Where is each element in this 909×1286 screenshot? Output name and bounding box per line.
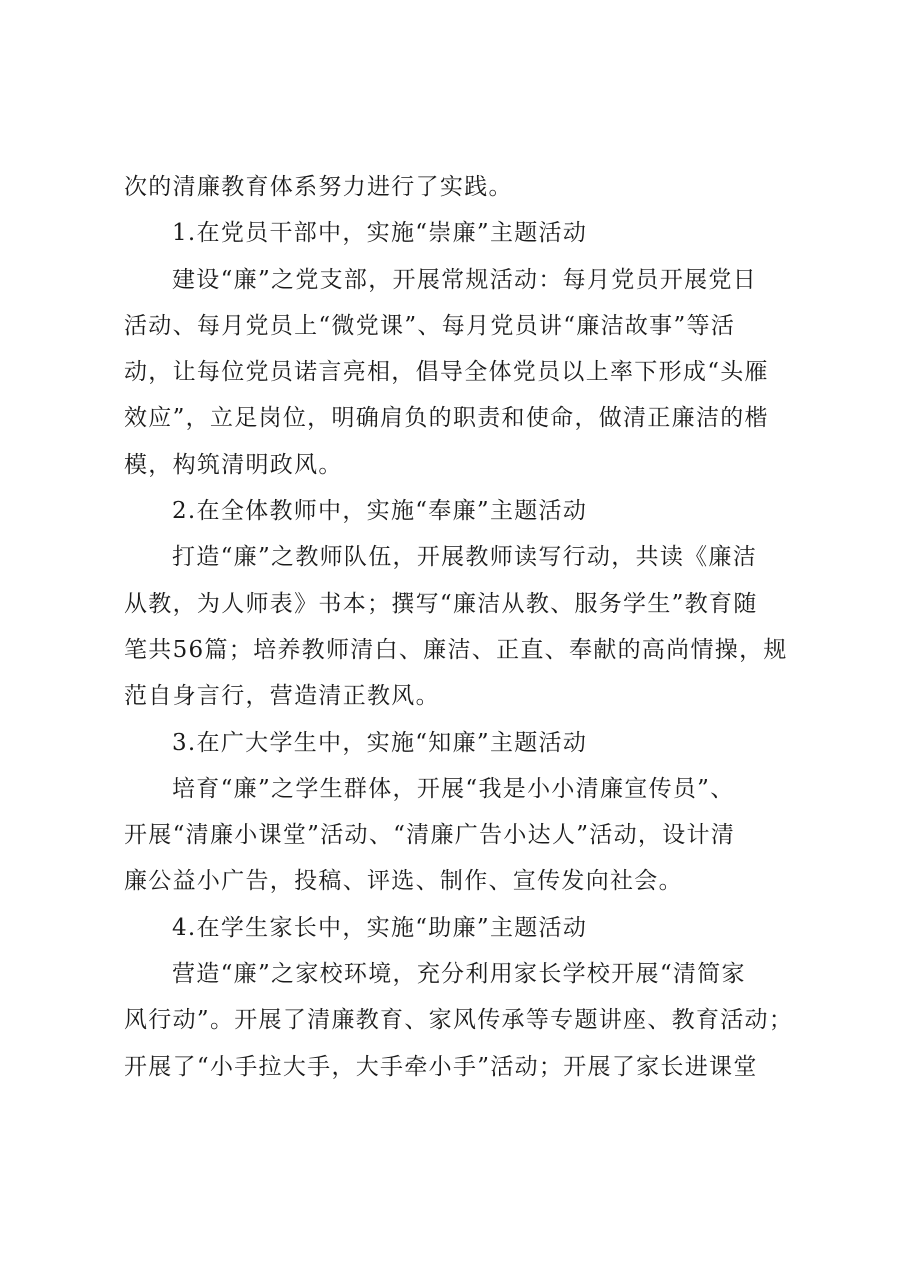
- body-line: 建设“廉”之党支部，开展常规活动：每月党员开展党日: [172, 266, 758, 293]
- body-line: 模，构筑清明政风。: [124, 451, 343, 478]
- body-line: 开展“清廉小课堂”活动、“清廉广告小达人”活动，设计清: [124, 822, 736, 849]
- body-line: 范自身言行，营造清正教风。: [124, 683, 440, 710]
- section-heading-2: 2.在全体教师中，实施“奉廉”主题活动: [172, 498, 588, 525]
- body-line: 从教，为人师表》书本；撰写“廉洁从教、服务学生”教育随: [124, 590, 758, 617]
- body-line: 培育“廉”之学生群体，开展“我是小小清廉宣传员”、: [172, 775, 735, 802]
- section-heading-1: 1.在党员干部中，实施“崇廉”主题活动: [172, 220, 588, 247]
- body-line: 次的清廉教育体系努力进行了实践。: [124, 174, 513, 200]
- body-line: 笔共56篇；培养教师清白、廉洁、正直、奉献的高尚情操，规: [124, 636, 788, 663]
- body-line: 风行动”。开展了清廉教育、家风传承等专题讲座、教育活动；: [124, 1007, 794, 1034]
- section-heading-4: 4.在学生家长中，实施“助廉”主题活动: [172, 914, 588, 941]
- body-line: 活动、每月党员上“微党课”、每月党员讲“廉洁故事”等活: [124, 312, 736, 339]
- section-heading-3: 3.在广大学生中，实施“知廉”主题活动: [172, 729, 588, 756]
- body-line: 打造“廉”之教师队伍，开展教师读写行动，共读《廉洁: [172, 544, 758, 571]
- body-line: 开展了“小手拉大手，大手牵小手”活动；开展了家长进课堂: [124, 1053, 758, 1080]
- body-line: 营造“廉”之家校环境，充分利用家长学校开展“清简家: [172, 961, 746, 988]
- body-line: 效应”，立足岗位，明确肩负的职责和使命，做清正廉洁的楷: [124, 405, 769, 432]
- body-line: 廉公益小广告，投稿、评选、制作、宣传发向社会。: [124, 868, 683, 895]
- body-line: 动，让每位党员诺言亮相，倡导全体党员以上率下形成“头雁: [124, 359, 769, 386]
- document-body: [124, 164, 804, 1090]
